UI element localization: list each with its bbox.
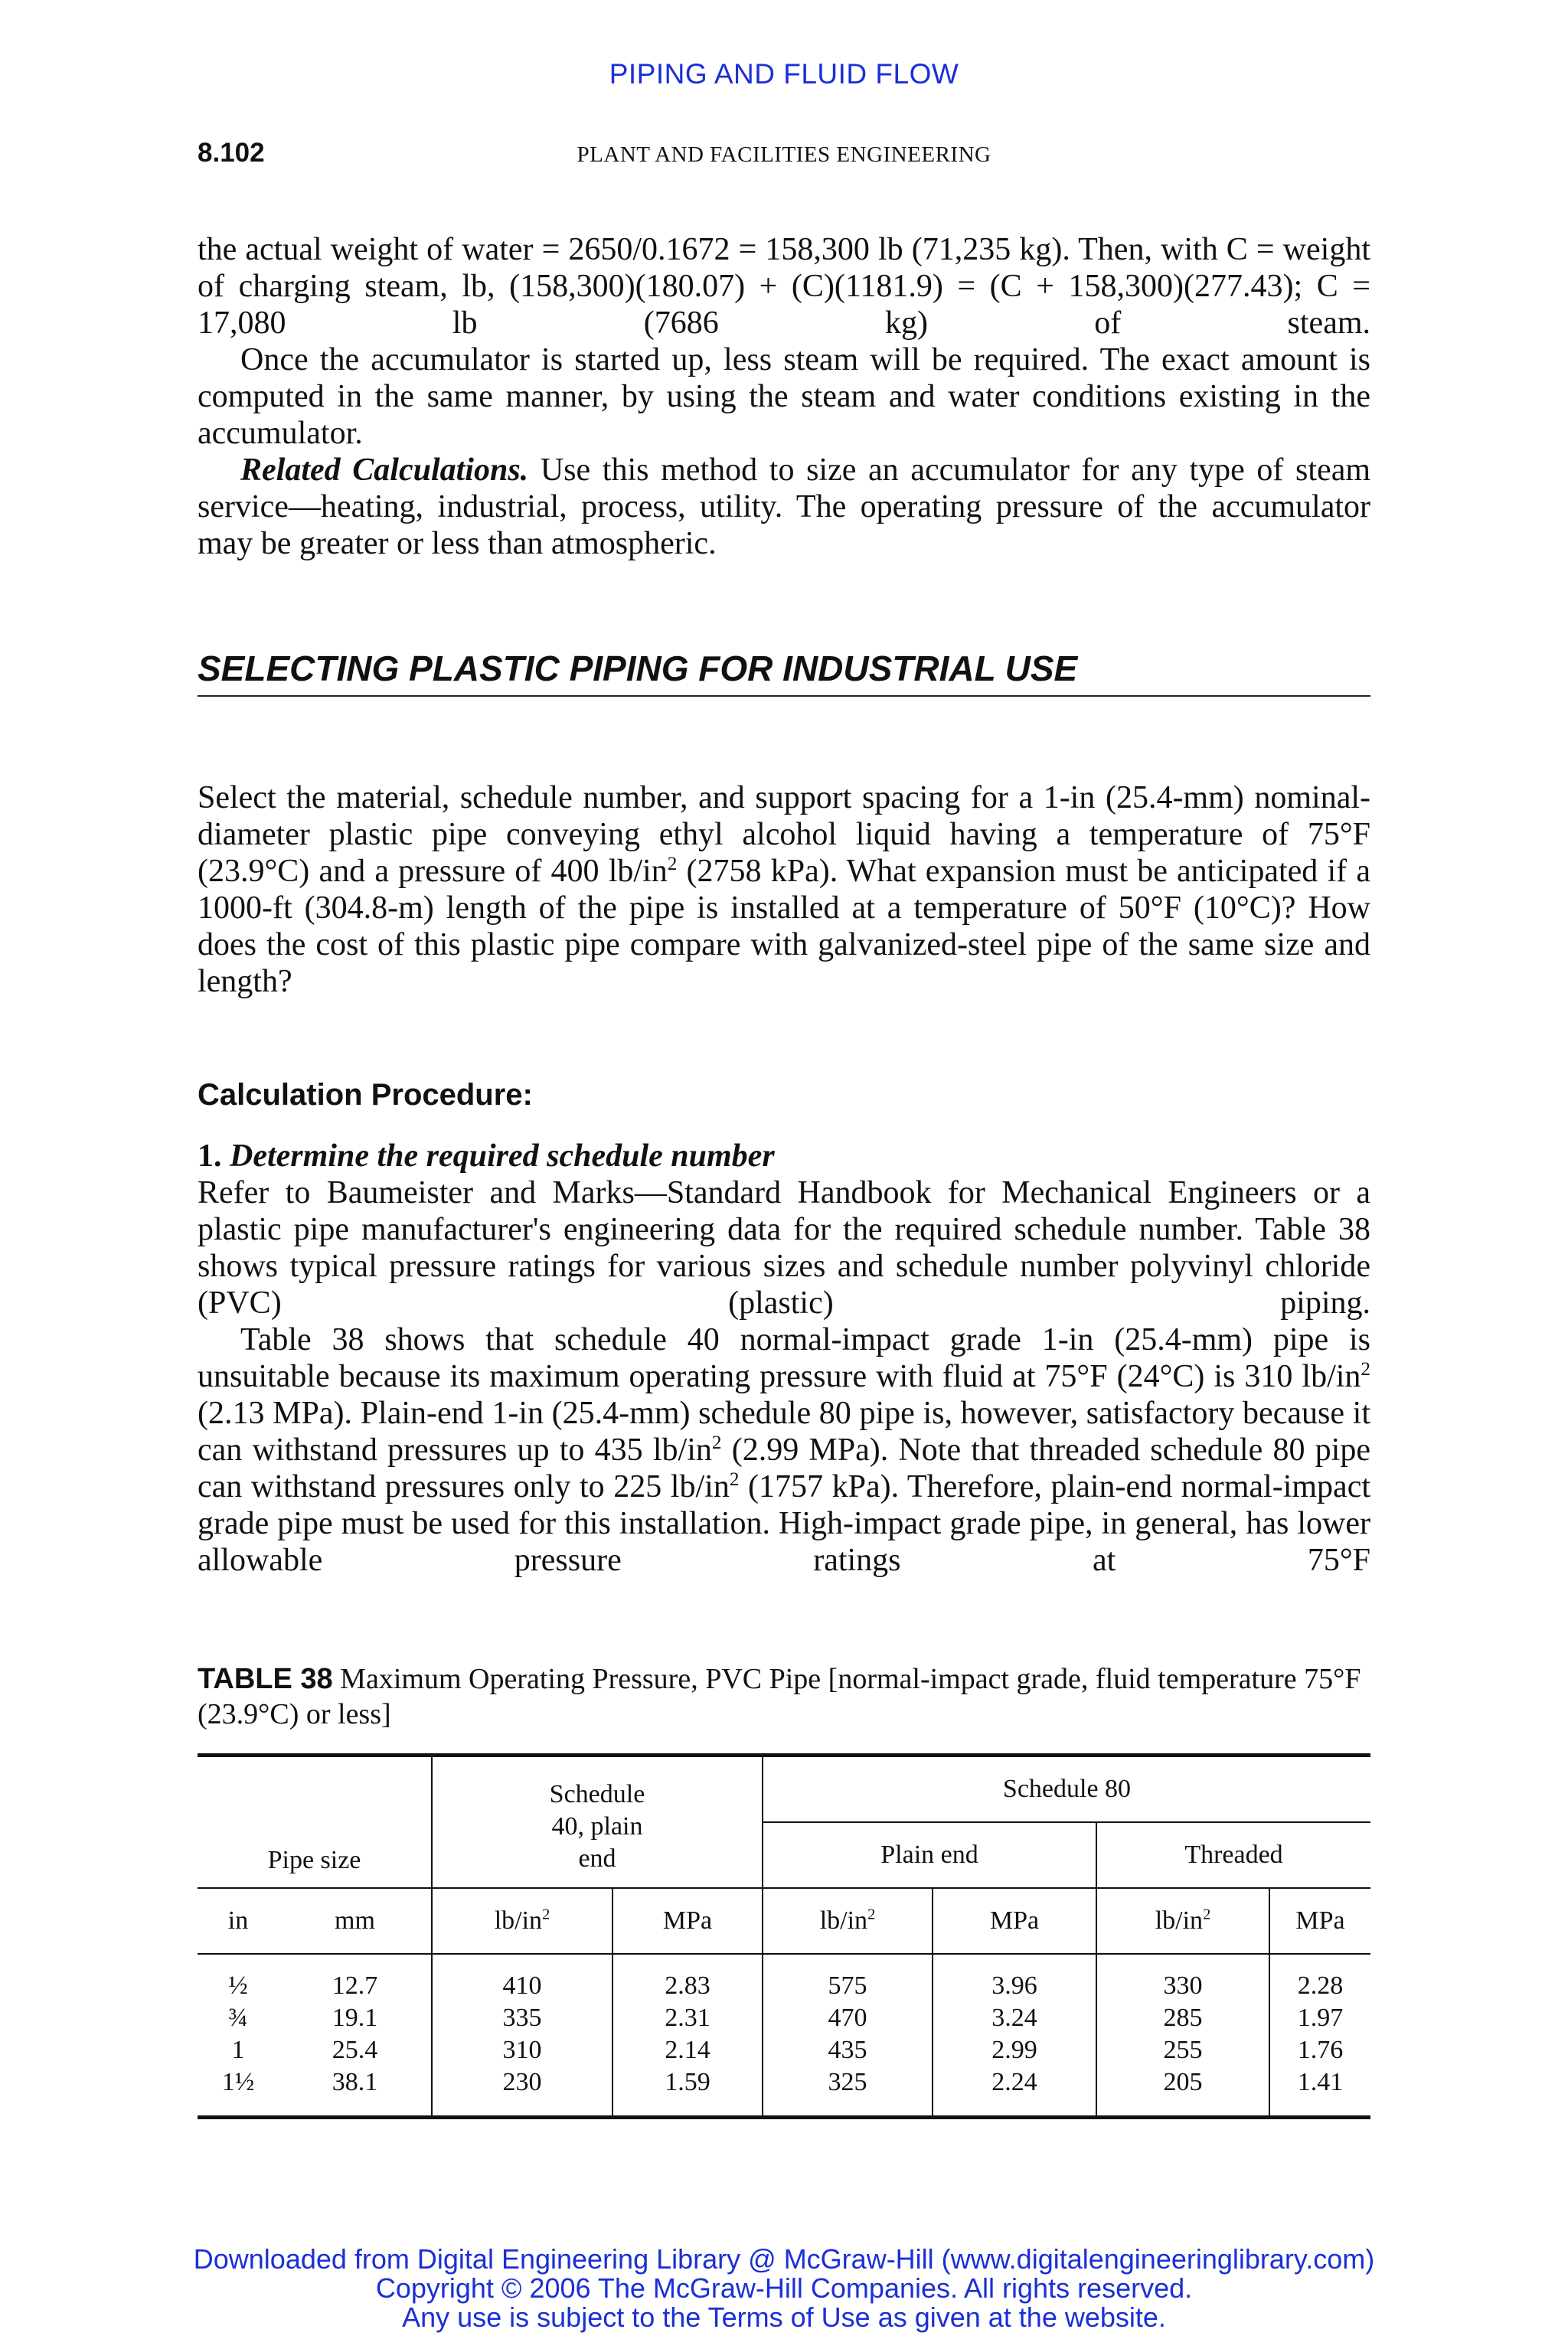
table-row — [198, 2034, 1370, 2066]
table-cell: 335 — [432, 2002, 612, 2034]
table-cell: 2.99 — [933, 2034, 1096, 2066]
table-cell: 2.28 — [1269, 1954, 1370, 2002]
unit-header: $lb/in^2$ — [763, 1888, 933, 1954]
table-cell: 410 — [432, 1954, 612, 2002]
table-cell: 2.14 — [612, 2034, 763, 2066]
table-cell: ½ — [228, 1971, 248, 2000]
header-schedule-80: Schedule 80 — [763, 1756, 1370, 1823]
unit-header: in — [198, 1888, 279, 1954]
related-calculations-text: Use this method to size an accumulator for any type of steam service—heating, industrial, process, utility. The operating pressure of the accumulator may be greater or less than atmospheric. — [198, 452, 1371, 561]
header-pipe-size: Pipe size — [198, 1756, 432, 1889]
table-cell: 1.76 — [1269, 2034, 1370, 2066]
table-cell: 435 — [763, 2034, 933, 2066]
table-cell: 12.7 — [332, 1971, 378, 2000]
table-cell: 19.1 — [332, 2004, 378, 2032]
book-title: PLANT AND FACILITIES ENGINEERING — [577, 142, 991, 167]
footer-download-notice[interactable]: Downloaded from Digital Engineering Library @ McGraw-Hill (www.digitalengineeringlibrary.com) — [193, 2243, 1375, 2275]
running-head: PIPING AND FLUID FLOW — [609, 58, 959, 90]
table-cell: 255 — [1096, 2034, 1269, 2066]
table-cell: 2.24 — [933, 2066, 1096, 2118]
pressure-table — [198, 1753, 1370, 2119]
step-1-heading — [198, 1138, 775, 1174]
intro-paragraph-2: Once the accumulator is started up, less steam will be required. The exact amount is computed in the same manner, by using the steam and water conditions existing in the accumulator. — [198, 342, 1370, 451]
table-row — [198, 2002, 1370, 2034]
problem-statement: Select the material, schedule number, and support spacing for a 1-in (25.4-mm) nominal-diameter plastic pipe conveying ethyl alcohol liquid having a temperature of 75°F (23.9°C) and a pressure of 400 $lb/in^2$ (2758 kPa). What expansion must be anticipated if a 1000-ft (304.8-m) length of the pipe is installed at a temperature of 50°F (10°C)? How does the cost of this plastic pipe compare with galvanized-steel pipe of the same size and length? — [198, 780, 1370, 999]
table-cell: 470 — [763, 2002, 933, 2034]
footer-copyright: Copyright © 2006 The McGraw-Hill Companies. All rights reserved. — [375, 2272, 1193, 2304]
page-number: 8.102 — [198, 138, 265, 168]
unit-header: MPa — [1269, 1888, 1370, 1954]
table-caption-text: Maximum Operating Pressure, PVC Pipe [normal-impact grade, fluid temperature 75°F (23.9°C) or less] — [198, 1663, 1361, 1730]
table-cell: 205 — [1096, 2066, 1269, 2118]
step-number: 1. — [198, 1138, 222, 1174]
step-1-paragraph-1: Refer to Baumeister and Marks—Standard Handbook for Mechanical Engineers or a plastic pipe manufacturer's engineering data for the required schedule number. Table 38 shows typical pressure ratings for various sizes and schedule number polyvinyl chloride (PVC) (plastic) piping. — [198, 1175, 1370, 1321]
footer — [0, 2245, 1568, 2332]
table-cell: 310 — [432, 2034, 612, 2066]
table-cell: 3.96 — [933, 1954, 1096, 2002]
table-row — [198, 2066, 1370, 2118]
table-cell: 1.41 — [1269, 2066, 1370, 2118]
table-cell: 1.97 — [1269, 2002, 1370, 2034]
table-cell: 38.1 — [332, 2068, 378, 2096]
unit-header: MPa — [933, 1888, 1096, 1954]
table-cell: 285 — [1096, 2002, 1269, 2034]
table-label: TABLE 38 — [198, 1663, 333, 1695]
table-cell: 25.4 — [332, 2036, 378, 2064]
table-caption — [198, 1661, 1370, 1732]
header-plain-end: Plain end — [763, 1822, 1096, 1888]
unit-header: MPa — [612, 1888, 763, 1954]
step-1-paragraph-2: Table 38 shows that schedule 40 normal-impact grade 1-in (25.4-mm) pipe is unsuitable because its maximum operating pressure with fluid at 75°F (24°C) is 310 $lb/in^2$ (2.13 MPa). Plain-end 1-in (25.4-mm) schedule 80 pipe is, however, satisfactory because it can withstand pressures up to 435 $lb/in^2$ (2.99 MPa). Note that threaded schedule 80 pipe can withstand pressures only to 225 $lb/in^2$ (1757 kPa). Therefore, plain-end normal-impact grade pipe must be used for this installation. High-impact grade pipe, in general, has lower allowable pressure ratings at 75°F — [198, 1322, 1371, 1578]
table-cell: 230 — [432, 2066, 612, 2118]
related-calculations-paragraph — [198, 452, 1370, 562]
intro-paragraph-1: the actual weight of water = 2650/0.1672 = 158,300 lb (71,235 kg). Then, with C = weight of charging steam, lb, (158,300)(180.07) + (C)(1181.9) = (C + 158,300)(277.43); C = 17,080 lb (7686 kg) of steam. — [198, 232, 1370, 341]
unit-header: $lb/in^2$ — [432, 1888, 612, 1954]
step-title: Determine the required schedule number — [230, 1138, 775, 1174]
table-cell: 1½ — [221, 2068, 255, 2096]
related-calculations-label: Related Calculations. — [240, 452, 529, 488]
table-cell: 2.83 — [612, 1954, 763, 2002]
calculation-procedure-heading: Calculation Procedure: — [198, 1078, 533, 1112]
footer-terms: Any use is subject to the Terms of Use as given at the website. — [402, 2301, 1166, 2333]
table-cell: 2.31 — [612, 2002, 763, 2034]
header-threaded: Threaded — [1096, 1822, 1370, 1888]
table-cell: 1.59 — [612, 2066, 763, 2118]
section-title: SELECTING PLASTIC PIPING FOR INDUSTRIAL USE — [198, 648, 1370, 697]
table-cell: 325 — [763, 2066, 933, 2118]
table-row — [198, 1954, 1370, 2002]
header-schedule-40-label: Schedule 40, plain end — [549, 1780, 645, 1873]
table-cell: 330 — [1096, 1954, 1269, 2002]
unit-header: mm — [279, 1888, 432, 1954]
header-schedule-40 — [432, 1756, 763, 1889]
table-cell: 3.24 — [933, 2002, 1096, 2034]
unit-header: $lb/in^2$ — [1096, 1888, 1269, 1954]
table-cell: 1 — [231, 2036, 245, 2064]
table-cell: 575 — [763, 1954, 933, 2002]
table-cell: ¾ — [228, 2004, 248, 2032]
